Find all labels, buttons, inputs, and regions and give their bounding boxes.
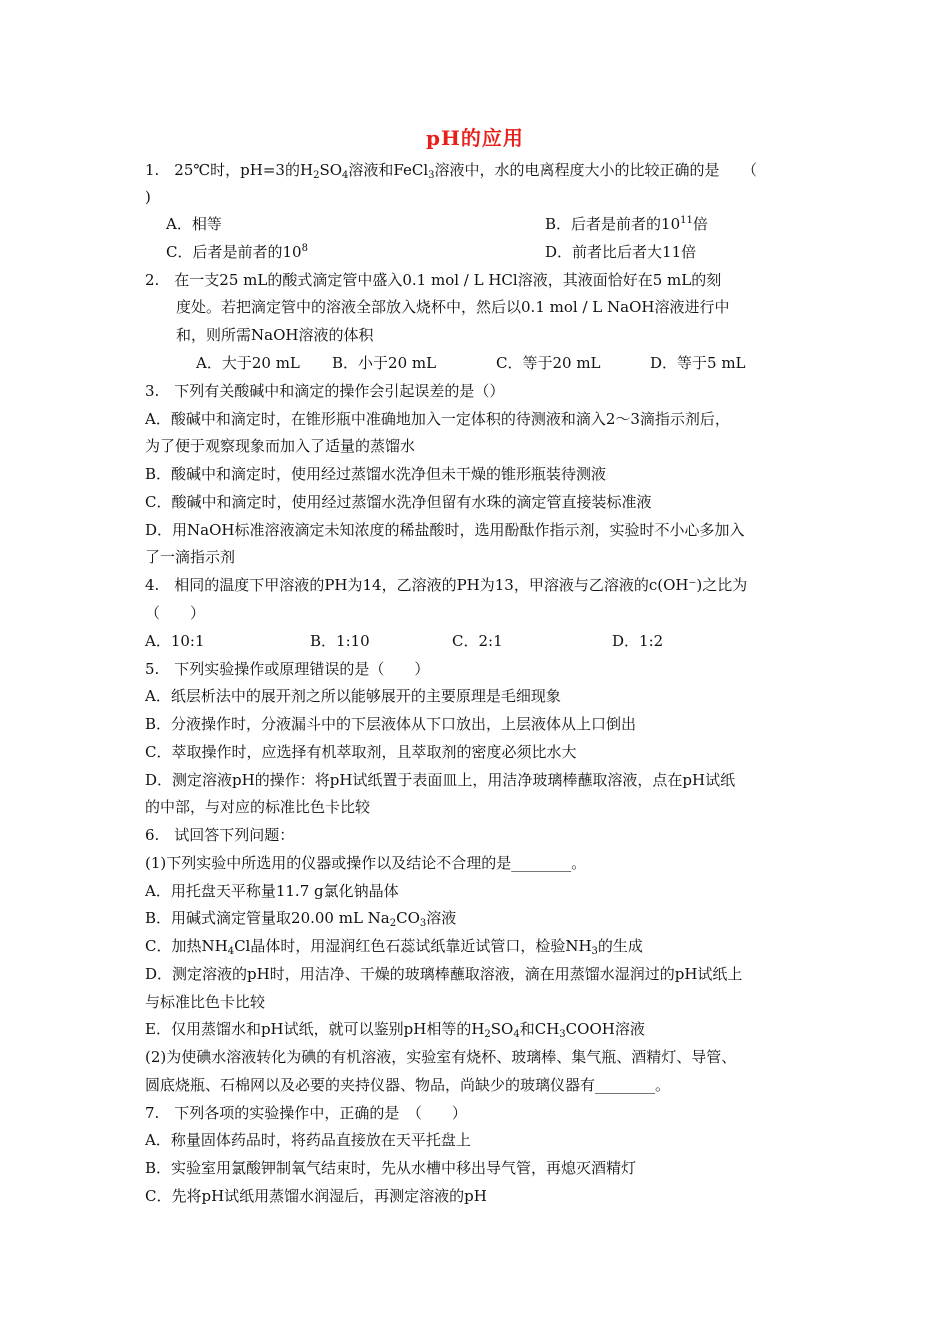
q3-option-b: B．酸碱中和滴定时，使用经过蒸馏水洗净但未干燥的锥形瓶装待测液: [145, 465, 607, 483]
question-1-text-cont: ): [145, 188, 151, 206]
q4-option-b: B．1:10: [310, 632, 370, 650]
q3-option-a-cont: 为了便于观察现象而加入了适量的蒸馏水: [145, 437, 416, 455]
q5-option-d-cont: 的中部，与对应的标准比色卡比较: [145, 798, 371, 816]
question-5-text: 5. 下列实验操作或原理错误的是（ ）: [145, 660, 430, 678]
question-2-text: 2. 在一支25 mL的酸式滴定管中盛入0.1 mol / L HCl溶液，其液面恰好在5 mL的刻: [145, 271, 722, 289]
page-title: pH的应用: [426, 126, 524, 150]
q2-option-b: B．小于20 mL: [332, 354, 437, 372]
question-2-text-cont: 度处。若把滴定管中的溶液全部放入烧杯中，然后以0.1 mol / L NaOH溶液进行中: [176, 298, 730, 316]
q6-option-e: E．仅用蒸馏水和pH试纸，就可以鉴别pH相等的$H_2SO_4$和$CH_3COOH$溶液: [145, 1020, 645, 1040]
q6-part-2-cont: 圆底烧瓶、石棉网以及必要的夹持仪器、物品，尚缺少的玻璃仪器有________。: [145, 1076, 671, 1094]
q3-option-a: A．酸碱中和滴定时，在锥形瓶中准确地加入一定体积的待测液和滴入2～3滴指示剂后，: [145, 410, 730, 428]
q5-option-d: D．测定溶液pH的操作：将pH试纸置于表面皿上，用洁净玻璃棒蘸取溶液，点在pH试纸: [145, 771, 736, 789]
question-2-text-cont2: 和，则所需NaOH溶液的体积: [176, 326, 374, 344]
question-1-text: 1. 25℃时，pH=3的$H_2SO_4$溶液和FeCl$_3$溶液中，水的电离程度大小的比较正确的是 （: [145, 161, 758, 181]
q3-option-d: D．用NaOH标准溶液滴定未知浓度的稀盐酸时，选用酚酞作指示剂，实验时不小心多加入: [145, 521, 745, 539]
q1-option-b: B．后者是前者的$10^{11}$倍: [545, 215, 708, 233]
question-4-text-cont: （ ）: [145, 604, 206, 622]
q7-option-c: C．先将pH试纸用蒸馏水润湿后，再测定溶液的pH: [145, 1187, 487, 1205]
q7-option-a: A．称量固体药品时，将药品直接放在天平托盘上: [145, 1131, 471, 1149]
q5-option-b: B．分液操作时，分液漏斗中的下层液体从下口放出，上层液体从上口倒出: [145, 715, 637, 733]
question-4-text: 4. 相同的温度下甲溶液的PH为14，乙溶液的PH为13，甲溶液与乙溶液的c(OH⁻)之比为: [145, 576, 748, 594]
q4-option-d: D．1:2: [612, 632, 664, 650]
q2-option-d: D．等于5 mL: [650, 354, 746, 372]
question-6-text: 6. 试回答下列问题：: [145, 826, 295, 844]
q1-option-d: D．前者比后者大11倍: [545, 243, 697, 261]
q5-option-c: C．萃取操作时，应选择有机萃取剂，且萃取剂的密度必须比水大: [145, 743, 577, 761]
q2-option-a: A．大于20 mL: [196, 354, 300, 372]
question-3-text: 3. 下列有关酸碱中和滴定的操作会引起误差的是（）: [145, 382, 505, 400]
q2-option-c: C．等于20 mL: [496, 354, 601, 372]
q6-option-d-cont: 与标准比色卡比较: [145, 993, 266, 1011]
q1-option-a: A．相等: [166, 215, 222, 233]
q4-option-a: A．10:1: [145, 632, 205, 650]
q3-option-d-cont: 了一滴指示剂: [145, 548, 236, 566]
question-7-text: 7. 下列各项的实验操作中，正确的是 （ ）: [145, 1104, 467, 1122]
q6-part-1: (1)下列实验中所选用的仪器或操作以及结论不合理的是________。: [145, 854, 587, 872]
q1-option-c: C．后者是前者的$10^8$: [166, 243, 308, 261]
q6-option-b: B．用碱式滴定管量取20.00 mL $Na_2CO_3$溶液: [145, 909, 457, 929]
q7-option-b: B．实验室用氯酸钾制氧气结束时，先从水槽中移出导气管，再熄灭酒精灯: [145, 1159, 637, 1177]
q3-option-c: C．酸碱中和滴定时，使用经过蒸馏水洗净但留有水珠的滴定管直接装标准液: [145, 493, 652, 511]
q6-option-d: D．测定溶液的pH时，用洁净、干燥的玻璃棒蘸取溶液，滴在用蒸馏水湿润过的pH试纸上: [145, 965, 743, 983]
q6-part-2: (2)为使碘水溶液转化为碘的有机溶液，实验室有烧杯、玻璃棒、集气瓶、酒精灯、导管、: [145, 1048, 737, 1066]
q6-option-c: C．加热$NH_4Cl$晶体时，用湿润红色石蕊试纸靠近试管口，检验$NH_3$的生成: [145, 937, 643, 957]
q5-option-a: A．纸层析法中的展开剂之所以能够展开的主要原理是毛细现象: [145, 687, 561, 705]
q6-option-a: A．用托盘天平称量11.7 g氯化钠晶体: [145, 882, 399, 900]
q4-option-c: C．2:1: [452, 632, 503, 650]
